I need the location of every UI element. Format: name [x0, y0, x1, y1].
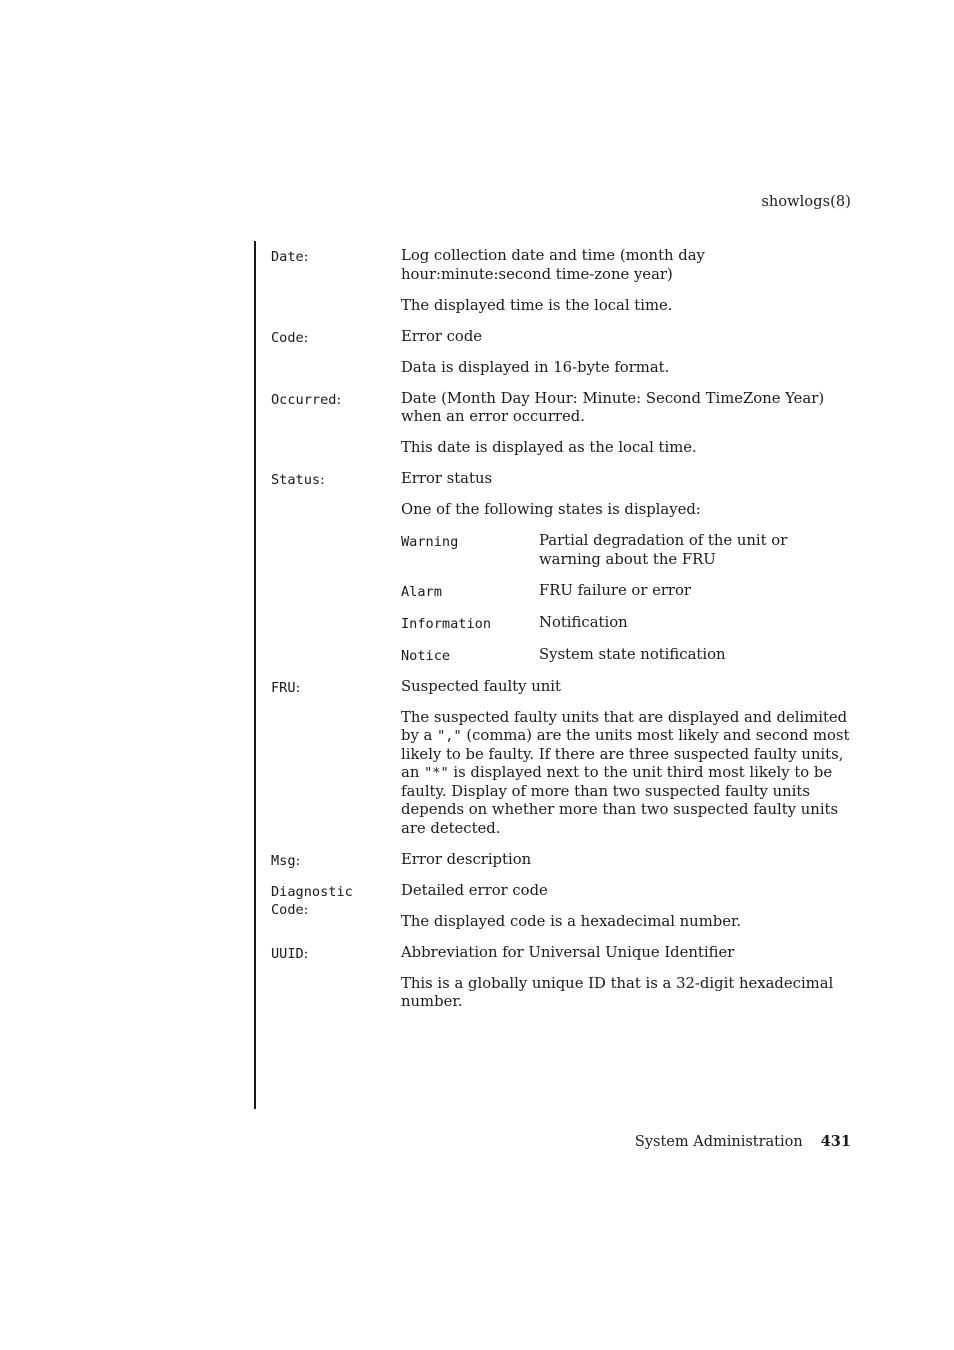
- definition-text: Suspected faulty unit: [401, 677, 561, 695]
- term-diagnostic-code: Diagnostic Code:: [271, 883, 353, 918]
- page-footer: [635, 1133, 851, 1150]
- status-state-item: [401, 646, 853, 666]
- term-occurred: Occurred:: [271, 391, 342, 408]
- definition-text: Data is displayed in 16-byte format.: [401, 358, 670, 376]
- term-code: Code:: [271, 329, 309, 346]
- state-name: Notice: [401, 647, 451, 664]
- definition-text: This is a globally unique ID that is a 32-digit hexadecimal number.: [401, 974, 834, 1010]
- state-description: System state notification: [539, 645, 726, 663]
- definition-entry-fru: [271, 678, 853, 851]
- page-number: 431: [820, 1133, 851, 1150]
- definition-entry-msg: [271, 851, 853, 882]
- term-uuid: UUID:: [271, 945, 309, 962]
- definition-text: Abbreviation for Universal Unique Identifier: [401, 943, 735, 961]
- definition-text: This date is displayed as the local time.: [401, 439, 697, 456]
- term-status: Status:: [271, 472, 325, 488]
- state-description: Partial degradation of the unit or warning about the FRU: [539, 532, 788, 568]
- definition-text: The displayed code is a hexadecimal number.: [401, 912, 742, 930]
- definition-text: Log collection date and time (month day hour:minute:second time-zone year): [401, 247, 705, 283]
- state-name: Alarm: [401, 583, 442, 600]
- definition-entry-occurred: [271, 390, 853, 471]
- definition-entry-diagnostic-code: [271, 882, 853, 944]
- change-bar: [254, 241, 256, 1109]
- state-name: Warning: [401, 534, 459, 550]
- definition-text: Date (Month Day Hour: Minute: Second TimeZone Year) when an error occurred.: [401, 389, 825, 425]
- status-state-item: [401, 582, 853, 602]
- field-definition-list: [271, 247, 853, 1012]
- definition-text: One of the following states is displayed:: [401, 501, 701, 518]
- definition-text: Error description: [401, 850, 532, 868]
- definition-entry-date: [271, 247, 853, 328]
- definition-text: Error code: [401, 327, 483, 345]
- page-header-title: showlogs(8): [761, 194, 851, 210]
- definition-entry-code: [271, 328, 853, 390]
- definition-entry-status: [271, 470, 853, 678]
- fru-detail-paragraph: The suspected faulty units that are displayed and delimited by a "," (comma) are the units most likely and second most likely to be faulty. If there are three suspected faulty units, an "*" is displayed next to the unit third most likely to be faulty. Display of more than two suspected faulty units depends on whether more than two suspected faulty units are detected.: [401, 708, 850, 837]
- status-state-item: [401, 614, 853, 634]
- comma-glyph: ",": [437, 728, 462, 744]
- state-description: Notification: [539, 613, 628, 631]
- term-date: Date:: [271, 249, 309, 265]
- state-description: FRU failure or error: [539, 581, 691, 599]
- term-msg: Msg:: [271, 852, 301, 869]
- footer-section-title: System Administration: [634, 1134, 803, 1150]
- status-state-item: [401, 532, 853, 569]
- state-name: Information: [401, 615, 492, 632]
- definition-text: The displayed time is the local time.: [401, 296, 673, 314]
- definition-text: Error status: [401, 470, 493, 487]
- term-fru: FRU:: [271, 679, 301, 696]
- definition-text: Detailed error code: [401, 881, 548, 899]
- definition-entry-uuid: [271, 944, 853, 1012]
- asterisk-glyph: "*": [424, 765, 449, 781]
